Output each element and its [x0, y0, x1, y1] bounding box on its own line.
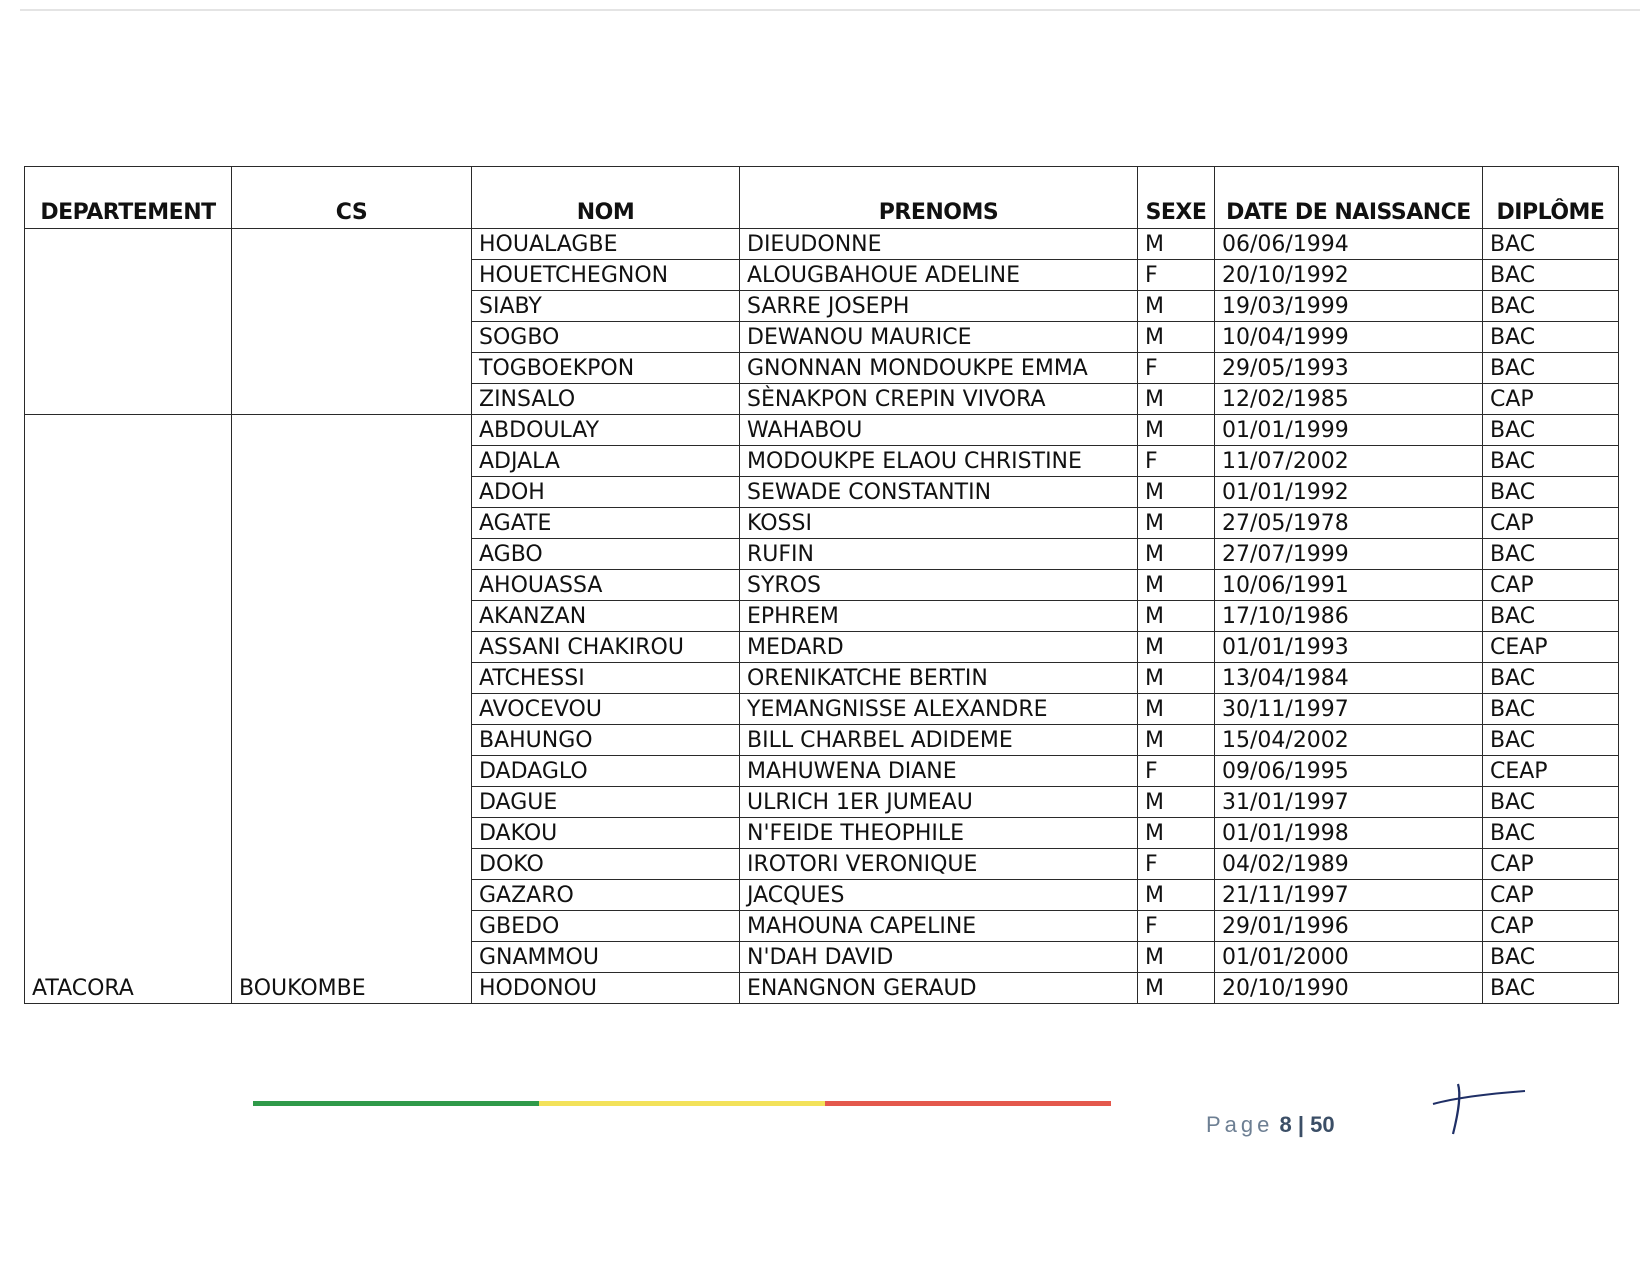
- diplome-cell: BAC: [1483, 539, 1619, 570]
- diplome-cell: BAC: [1483, 291, 1619, 322]
- nom-cell: DAGUE: [472, 787, 740, 818]
- nom-cell: GAZARO: [472, 880, 740, 911]
- flag-red-segment: [825, 1101, 1111, 1106]
- date-naissance-cell: 19/03/1999: [1215, 291, 1483, 322]
- prenoms-cell: EPHREM: [740, 601, 1138, 632]
- date-naissance-cell: 15/04/2002: [1215, 725, 1483, 756]
- date-naissance-cell: 09/06/1995: [1215, 756, 1483, 787]
- sexe-cell: M: [1138, 880, 1215, 911]
- date-naissance-cell: 31/01/1997: [1215, 787, 1483, 818]
- prenoms-cell: GNONNAN MONDOUKPE EMMA: [740, 353, 1138, 384]
- table-row: [25, 229, 1619, 260]
- page-separator: |: [1297, 1112, 1305, 1137]
- nom-cell: SIABY: [472, 291, 740, 322]
- sexe-cell: F: [1138, 446, 1215, 477]
- prenoms-cell: SYROS: [740, 570, 1138, 601]
- sexe-cell: M: [1138, 322, 1215, 353]
- flag-color-bar: [253, 1101, 1111, 1106]
- header-date-naissance: DATE DE NAISSANCE: [1215, 167, 1483, 229]
- page-current: 8: [1279, 1112, 1292, 1137]
- nom-cell: ADOH: [472, 477, 740, 508]
- date-naissance-cell: 13/04/1984: [1215, 663, 1483, 694]
- diplome-cell: BAC: [1483, 601, 1619, 632]
- nom-cell: DAKOU: [472, 818, 740, 849]
- date-naissance-cell: 01/01/1992: [1215, 477, 1483, 508]
- date-naissance-cell: 27/07/1999: [1215, 539, 1483, 570]
- date-naissance-cell: 29/01/1996: [1215, 911, 1483, 942]
- diplome-cell: BAC: [1483, 694, 1619, 725]
- page-number: [1206, 1112, 1335, 1138]
- diplome-cell: BAC: [1483, 477, 1619, 508]
- prenoms-cell: MAHOUNA CAPELINE: [740, 911, 1138, 942]
- diplome-cell: CEAP: [1483, 632, 1619, 663]
- nom-cell: AHOUASSA: [472, 570, 740, 601]
- nom-cell: ATCHESSI: [472, 663, 740, 694]
- nom-cell: GNAMMOU: [472, 942, 740, 973]
- sexe-cell: M: [1138, 818, 1215, 849]
- nom-cell: ASSANI CHAKIROU: [472, 632, 740, 663]
- header-nom: NOM: [472, 167, 740, 229]
- date-naissance-cell: 01/01/1993: [1215, 632, 1483, 663]
- sexe-cell: F: [1138, 911, 1215, 942]
- sexe-cell: M: [1138, 694, 1215, 725]
- date-naissance-cell: 04/02/1989: [1215, 849, 1483, 880]
- diplome-cell: BAC: [1483, 663, 1619, 694]
- date-naissance-cell: 01/01/2000: [1215, 942, 1483, 973]
- sexe-cell: M: [1138, 508, 1215, 539]
- sexe-cell: F: [1138, 849, 1215, 880]
- diplome-cell: BAC: [1483, 353, 1619, 384]
- prenoms-cell: N'DAH DAVID: [740, 942, 1138, 973]
- prenoms-cell: YEMANGNISSE ALEXANDRE: [740, 694, 1138, 725]
- sexe-cell: M: [1138, 570, 1215, 601]
- prenoms-cell: IROTORI VERONIQUE: [740, 849, 1138, 880]
- sexe-cell: F: [1138, 353, 1215, 384]
- diplome-cell: BAC: [1483, 322, 1619, 353]
- diplome-cell: CAP: [1483, 384, 1619, 415]
- date-naissance-cell: 11/07/2002: [1215, 446, 1483, 477]
- date-naissance-cell: 27/05/1978: [1215, 508, 1483, 539]
- nom-cell: AVOCEVOU: [472, 694, 740, 725]
- header-departement: DEPARTEMENT: [25, 167, 232, 229]
- header-row: [25, 167, 1619, 229]
- date-naissance-cell: 21/11/1997: [1215, 880, 1483, 911]
- sexe-cell: M: [1138, 477, 1215, 508]
- prenoms-cell: ORENIKATCHE BERTIN: [740, 663, 1138, 694]
- date-naissance-cell: 10/06/1991: [1215, 570, 1483, 601]
- date-naissance-cell: 20/10/1990: [1215, 973, 1483, 1004]
- prenoms-cell: SEWADE CONSTANTIN: [740, 477, 1138, 508]
- diplome-cell: BAC: [1483, 725, 1619, 756]
- diplome-cell: BAC: [1483, 942, 1619, 973]
- diplome-cell: CAP: [1483, 911, 1619, 942]
- nom-cell: AGBO: [472, 539, 740, 570]
- date-naissance-cell: 12/02/1985: [1215, 384, 1483, 415]
- cs-cell: BOUKOMBE: [232, 415, 472, 1004]
- page-word: Page: [1206, 1112, 1274, 1137]
- nom-cell: AKANZAN: [472, 601, 740, 632]
- sexe-cell: F: [1138, 756, 1215, 787]
- date-naissance-cell: 29/05/1993: [1215, 353, 1483, 384]
- departement-cell: ATACORA: [25, 415, 232, 1004]
- prenoms-cell: SARRE JOSEPH: [740, 291, 1138, 322]
- nom-cell: HODONOU: [472, 973, 740, 1004]
- diplome-cell: CAP: [1483, 849, 1619, 880]
- nom-cell: TOGBOEKPON: [472, 353, 740, 384]
- candidates-table: [24, 166, 1619, 1004]
- sexe-cell: M: [1138, 415, 1215, 446]
- sexe-cell: M: [1138, 725, 1215, 756]
- page-total: 50: [1310, 1112, 1335, 1137]
- sexe-cell: M: [1138, 663, 1215, 694]
- sexe-cell: M: [1138, 632, 1215, 663]
- diplome-cell: CEAP: [1483, 756, 1619, 787]
- date-naissance-cell: 06/06/1994: [1215, 229, 1483, 260]
- header-cs: CS: [232, 167, 472, 229]
- nom-cell: DADAGLO: [472, 756, 740, 787]
- nom-cell: HOUETCHEGNON: [472, 260, 740, 291]
- prenoms-cell: ALOUGBAHOUE ADELINE: [740, 260, 1138, 291]
- diplome-cell: BAC: [1483, 229, 1619, 260]
- diplome-cell: CAP: [1483, 880, 1619, 911]
- top-rule: [20, 9, 1640, 11]
- flag-yellow-segment: [539, 1101, 825, 1106]
- diplome-cell: CAP: [1483, 570, 1619, 601]
- table-row: [25, 415, 1619, 446]
- diplome-cell: BAC: [1483, 415, 1619, 446]
- prenoms-cell: JACQUES: [740, 880, 1138, 911]
- sexe-cell: M: [1138, 539, 1215, 570]
- date-naissance-cell: 20/10/1992: [1215, 260, 1483, 291]
- prenoms-cell: ULRICH 1ER JUMEAU: [740, 787, 1138, 818]
- prenoms-cell: DIEUDONNE: [740, 229, 1138, 260]
- sexe-cell: M: [1138, 384, 1215, 415]
- prenoms-cell: WAHABOU: [740, 415, 1138, 446]
- table-body: [25, 229, 1619, 1004]
- nom-cell: AGATE: [472, 508, 740, 539]
- nom-cell: DOKO: [472, 849, 740, 880]
- date-naissance-cell: 10/04/1999: [1215, 322, 1483, 353]
- diplome-cell: BAC: [1483, 973, 1619, 1004]
- prenoms-cell: MODOUKPE ELAOU CHRISTINE: [740, 446, 1138, 477]
- nom-cell: ABDOULAY: [472, 415, 740, 446]
- diplome-cell: BAC: [1483, 260, 1619, 291]
- nom-cell: SOGBO: [472, 322, 740, 353]
- prenoms-cell: RUFIN: [740, 539, 1138, 570]
- diplome-cell: BAC: [1483, 446, 1619, 477]
- nom-cell: BAHUNGO: [472, 725, 740, 756]
- sexe-cell: M: [1138, 942, 1215, 973]
- flag-green-segment: [253, 1101, 539, 1106]
- sexe-cell: F: [1138, 260, 1215, 291]
- header-sexe: SEXE: [1138, 167, 1215, 229]
- nom-cell: ZINSALO: [472, 384, 740, 415]
- nom-cell: HOUALAGBE: [472, 229, 740, 260]
- date-naissance-cell: 30/11/1997: [1215, 694, 1483, 725]
- prenoms-cell: SÈNAKPON CREPIN VIVORA: [740, 384, 1138, 415]
- prenoms-cell: BILL CHARBEL ADIDEME: [740, 725, 1138, 756]
- prenoms-cell: KOSSI: [740, 508, 1138, 539]
- departement-cell: [25, 229, 232, 415]
- signature-mark: [1425, 1080, 1540, 1140]
- nom-cell: ADJALA: [472, 446, 740, 477]
- header-prenoms: PRENOMS: [740, 167, 1138, 229]
- prenoms-cell: MEDARD: [740, 632, 1138, 663]
- header-diplome: DIPLÔME: [1483, 167, 1619, 229]
- prenoms-cell: DEWANOU MAURICE: [740, 322, 1138, 353]
- date-naissance-cell: 17/10/1986: [1215, 601, 1483, 632]
- prenoms-cell: N'FEIDE THEOPHILE: [740, 818, 1138, 849]
- sexe-cell: M: [1138, 229, 1215, 260]
- date-naissance-cell: 01/01/1998: [1215, 818, 1483, 849]
- nom-cell: GBEDO: [472, 911, 740, 942]
- sexe-cell: M: [1138, 601, 1215, 632]
- diplome-cell: BAC: [1483, 818, 1619, 849]
- cs-cell: [232, 229, 472, 415]
- diplome-cell: CAP: [1483, 508, 1619, 539]
- prenoms-cell: MAHUWENA DIANE: [740, 756, 1138, 787]
- sexe-cell: M: [1138, 973, 1215, 1004]
- sexe-cell: M: [1138, 787, 1215, 818]
- prenoms-cell: ENANGNON GERAUD: [740, 973, 1138, 1004]
- diplome-cell: BAC: [1483, 787, 1619, 818]
- date-naissance-cell: 01/01/1999: [1215, 415, 1483, 446]
- sexe-cell: M: [1138, 291, 1215, 322]
